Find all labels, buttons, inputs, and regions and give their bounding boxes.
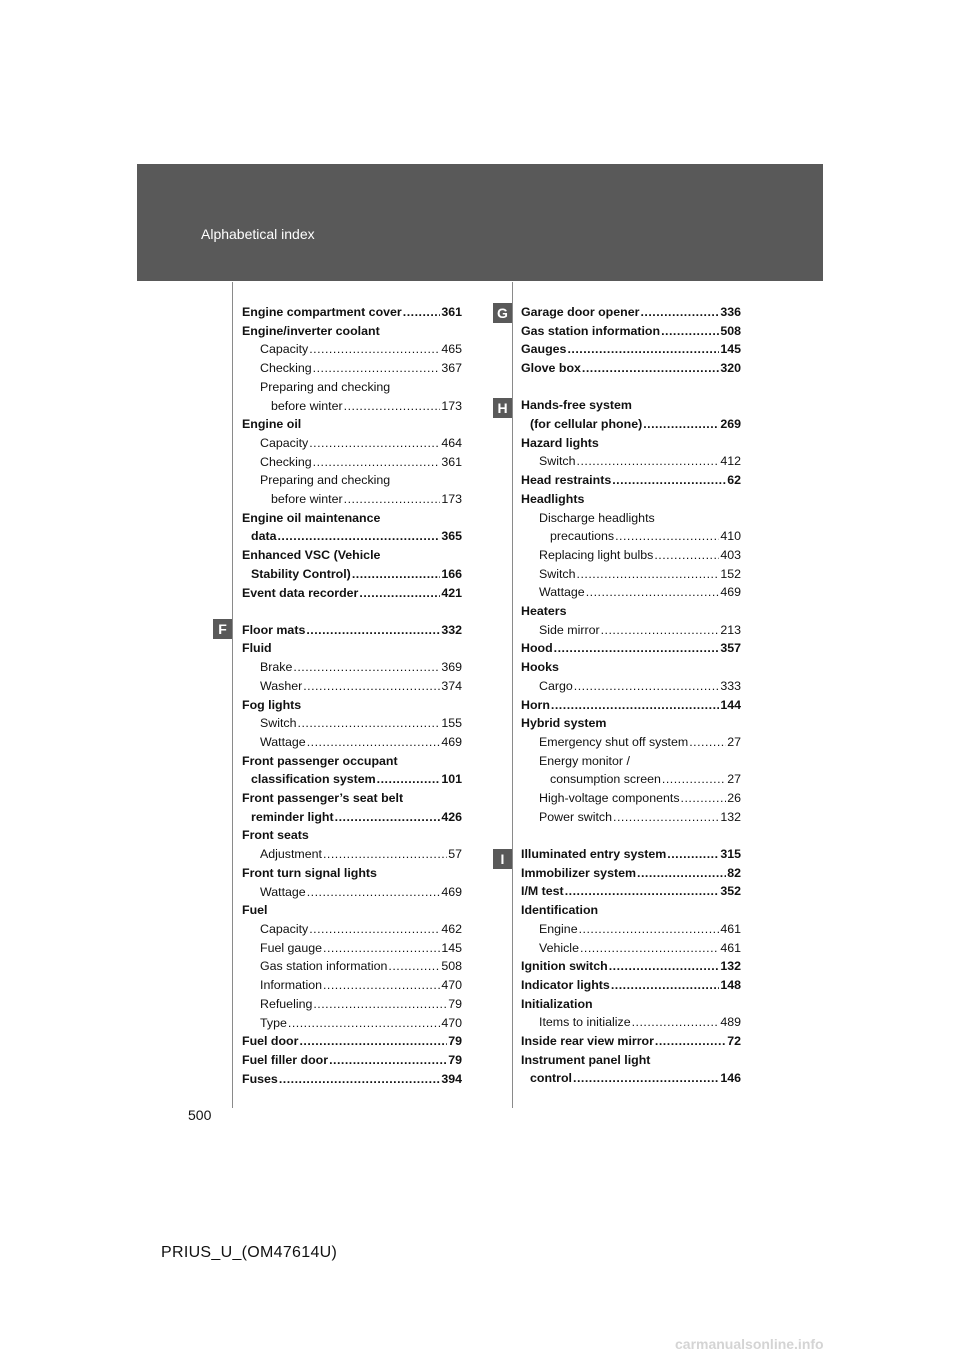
index-entry (521, 957, 741, 976)
dot-leader (574, 677, 720, 696)
index-entry-term: Items to initialize (539, 1015, 631, 1030)
index-entry-term: Wattage (260, 734, 306, 749)
index-entry (242, 770, 462, 789)
index-entry-term: Floor mats (242, 622, 306, 637)
index-entry-term: Hands-free system (521, 398, 632, 413)
index-entry-page: 173 (441, 492, 462, 507)
index-entry (521, 471, 741, 490)
page-number: 500 (188, 1107, 212, 1123)
index-entry-term: Washer (260, 678, 303, 693)
index-entry-page: 365 (441, 529, 462, 544)
index-entry (521, 882, 741, 901)
index-entry (242, 584, 462, 603)
index-entry-term: Identification (521, 903, 599, 918)
index-entry-term: Switch (539, 566, 576, 581)
dot-leader (293, 658, 440, 677)
index-entry (242, 845, 462, 864)
index-entry (242, 995, 462, 1014)
index-entry-term: Information (260, 978, 322, 993)
dot-leader (359, 584, 440, 603)
index-entry-page: 352 (720, 884, 741, 899)
dot-leader (615, 527, 719, 546)
index-entry (242, 527, 462, 546)
dot-leader (352, 565, 441, 584)
dot-leader (580, 939, 719, 958)
index-entry (521, 1013, 741, 1032)
index-entry-page: 82 (727, 865, 741, 880)
dot-leader (313, 995, 447, 1014)
index-entry-term: Preparing and checking (260, 473, 391, 488)
index-entry (242, 490, 462, 509)
dot-leader (573, 1069, 719, 1088)
dot-leader (323, 939, 440, 958)
index-entry-term: Garage door opener (521, 305, 640, 319)
index-entry (242, 546, 462, 565)
index-entry (242, 453, 462, 472)
index-entry-term: Fuel door (242, 1034, 299, 1049)
index-entry-page: 426 (441, 809, 462, 824)
dot-leader (279, 1070, 441, 1089)
index-entry (242, 957, 462, 976)
index-entry (242, 752, 462, 771)
index-entry-term: (for cellular phone) (530, 417, 643, 432)
dot-leader (681, 789, 727, 808)
index-entry-page: 336 (720, 305, 741, 319)
index-entry-page: 27 (727, 772, 741, 787)
index-entry-term: precautions (550, 529, 615, 544)
letter-tab-i: I (493, 849, 512, 869)
section-title: Alphabetical index (201, 226, 315, 242)
index-entry-page: 357 (720, 641, 741, 656)
index-entry-term: Immobilizer system (521, 865, 637, 880)
index-entry-page: 412 (720, 454, 741, 469)
index-entry (521, 434, 741, 453)
index-entry-page: 508 (720, 323, 741, 338)
column-divider-left (232, 282, 233, 1108)
index-entry-term: Type (260, 1015, 287, 1030)
index-entry-term: Fluid (242, 641, 272, 656)
index-column-right (521, 303, 741, 1088)
header-bar (137, 164, 823, 281)
dot-leader (288, 1014, 440, 1033)
index-entry (242, 359, 462, 378)
index-entry (521, 1069, 741, 1088)
index-entry-term: control (530, 1071, 572, 1086)
index-entry (242, 378, 462, 397)
index-entry-term: Enhanced VSC (Vehicle (242, 548, 381, 563)
dot-leader (661, 322, 719, 341)
index-entry (521, 901, 741, 920)
index-entry-page: 469 (720, 585, 741, 600)
index-entry-term: Front passenger’s seat belt (242, 791, 404, 806)
dot-leader (554, 639, 720, 658)
index-entry (242, 1070, 462, 1089)
index-entry (521, 864, 741, 883)
dot-leader (667, 845, 719, 864)
index-entry-term: Gas station information (260, 959, 388, 974)
index-entry-term: Refueling (260, 996, 313, 1011)
index-entry-page: 145 (441, 940, 462, 955)
index-entry-term: Capacity (260, 435, 309, 450)
index-entry-page: 57 (448, 847, 462, 862)
index-entry-term: Fuses (242, 1071, 278, 1086)
index-entry-term: Head restraints (521, 473, 612, 488)
index-entry (521, 359, 741, 378)
index-entry-term: Fog lights (242, 697, 302, 712)
dot-leader (643, 415, 719, 434)
index-entry (521, 509, 741, 528)
index-entry-page: 144 (720, 697, 741, 712)
dot-leader (567, 340, 719, 359)
dot-leader (309, 434, 440, 453)
index-entry-term: Horn (521, 697, 550, 712)
dot-leader (306, 621, 440, 640)
index-entry-term: Headlights (521, 491, 585, 506)
index-entry (242, 976, 462, 995)
dot-leader (299, 1032, 447, 1051)
index-entry (521, 565, 741, 584)
index-entry-term: Wattage (539, 585, 585, 600)
index-entry (521, 789, 741, 808)
section-gap (521, 378, 741, 397)
index-entry-term: Wattage (260, 884, 306, 899)
dot-leader (313, 453, 441, 472)
dot-leader (632, 1013, 720, 1032)
index-entry (521, 1032, 741, 1051)
index-entry-term: Brake (260, 660, 293, 675)
index-entry (242, 397, 462, 416)
index-entry (242, 621, 462, 640)
index-entry-term: Engine compartment cover (242, 305, 402, 319)
index-entry (242, 434, 462, 453)
index-entry-page: 421 (441, 585, 462, 600)
index-entry (242, 340, 462, 359)
index-entry-term: High-voltage components (539, 791, 680, 806)
index-entry-page: 470 (441, 978, 462, 993)
index-entry (242, 1014, 462, 1033)
index-entry (242, 696, 462, 715)
letter-tab-g: G (493, 303, 512, 323)
index-entry (242, 639, 462, 658)
index-entry (521, 845, 741, 864)
section-gap (521, 826, 741, 845)
index-entry-page: 166 (441, 566, 462, 581)
index-entry (521, 714, 741, 733)
index-entry-term: Side mirror (539, 622, 600, 637)
dot-leader (551, 696, 719, 715)
index-entry-page: 320 (720, 361, 741, 376)
dot-leader (577, 565, 720, 584)
index-entry (242, 714, 462, 733)
dot-leader (388, 957, 440, 976)
index-entry-term: Engine oil (242, 417, 302, 432)
index-entry-page: 369 (441, 660, 462, 675)
index-entry-term: Gauges (521, 342, 567, 357)
index-entry-term: Engine/inverter coolant (242, 323, 380, 338)
watermark: carmanualsonline.info (675, 1336, 824, 1352)
index-entry-term: classification system (251, 772, 376, 787)
index-entry-term: Energy monitor / (539, 753, 630, 768)
index-entry-term: Discharge headlights (539, 510, 655, 525)
index-entry (521, 920, 741, 939)
index-entry-term: Inside rear view mirror (521, 1034, 654, 1049)
index-entry-term: Initialization (521, 996, 593, 1011)
index-entry-term: Preparing and checking (260, 379, 391, 394)
index-entry-term: Glove box (521, 361, 581, 376)
index-entry-page: 333 (720, 678, 741, 693)
index-entry (242, 303, 462, 322)
index-entry (242, 471, 462, 490)
index-entry-page: 470 (441, 1015, 462, 1030)
index-entry (242, 677, 462, 696)
index-entry (521, 452, 741, 471)
index-entry-term: Cargo (539, 678, 573, 693)
dot-leader (329, 1051, 447, 1070)
index-entry-term: Indicator lights (521, 977, 610, 992)
index-entry (521, 490, 741, 509)
index-entry-page: 403 (720, 547, 741, 562)
index-entry (521, 658, 741, 677)
index-entry-page: 79 (448, 996, 462, 1011)
index-entry (521, 546, 741, 565)
dot-leader (309, 920, 440, 939)
index-entry (521, 527, 741, 546)
index-entry-page: 367 (441, 361, 462, 376)
index-entry-page: 146 (720, 1071, 741, 1086)
index-entry (242, 789, 462, 808)
dot-leader (662, 770, 726, 789)
dot-leader (309, 340, 440, 359)
dot-leader (582, 359, 719, 378)
dot-leader (611, 976, 720, 995)
dot-leader (303, 677, 440, 696)
index-entry-term: Capacity (260, 342, 309, 357)
dot-leader (307, 883, 441, 902)
index-entry (242, 864, 462, 883)
index-entry-term: Hooks (521, 660, 559, 675)
index-entry (242, 509, 462, 528)
index-entry (521, 733, 741, 752)
index-entry-term: Stability Control) (251, 566, 351, 581)
index-entry (521, 1051, 741, 1070)
dot-leader (601, 621, 720, 640)
dot-leader (609, 957, 720, 976)
index-entry-page: 79 (448, 1052, 462, 1067)
index-entry-term: Front seats (242, 828, 309, 843)
index-entry-page: 72 (727, 1034, 741, 1049)
index-entry (242, 658, 462, 677)
dot-leader (323, 845, 447, 864)
index-entry-term: reminder light (251, 809, 334, 824)
index-entry (521, 770, 741, 789)
index-entry (242, 920, 462, 939)
index-entry-term: Front passenger occupant (242, 753, 398, 768)
dot-leader (307, 733, 441, 752)
index-entry-page: 489 (720, 1015, 741, 1030)
index-entry-page: 26 (727, 791, 741, 806)
dot-leader (403, 303, 441, 322)
document-code: PRIUS_U_(OM47614U) (161, 1244, 338, 1261)
index-entry (521, 303, 741, 322)
index-entry-term: before winter (271, 492, 343, 507)
index-entry (521, 602, 741, 621)
index-entry-page: 332 (441, 622, 462, 637)
index-entry (242, 1051, 462, 1070)
dot-leader (277, 527, 440, 546)
index-entry-page: 374 (441, 678, 462, 693)
index-entry-term: Engine oil maintenance (242, 510, 381, 525)
index-entry-page: 315 (720, 846, 741, 861)
letter-tab-h: H (493, 398, 512, 418)
index-entry (521, 639, 741, 658)
letter-tab-f: F (213, 619, 232, 639)
index-entry (521, 583, 741, 602)
index-entry-term: Capacity (260, 922, 309, 936)
index-entry (242, 826, 462, 845)
index-entry-page: 469 (441, 884, 462, 899)
index-entry-page: 27 (727, 734, 741, 749)
dot-leader (640, 303, 719, 322)
index-entry-page: 461 (720, 940, 741, 955)
dot-leader (377, 770, 441, 789)
index-entry (242, 939, 462, 958)
dot-leader (313, 359, 441, 378)
index-entry (242, 415, 462, 434)
index-entry-page: 148 (720, 977, 741, 992)
index-entry-page: 462 (441, 922, 462, 936)
index-entry (521, 621, 741, 640)
dot-leader (579, 920, 720, 939)
index-entry (242, 883, 462, 902)
index-entry-term: Fuel filler door (242, 1052, 329, 1067)
index-entry-term: Switch (260, 716, 297, 731)
index-entry-page: 394 (441, 1071, 462, 1086)
index-entry-term: Hazard lights (521, 435, 599, 450)
index-entry (242, 565, 462, 584)
index-entry-term: Adjustment (260, 847, 322, 862)
index-entry (521, 340, 741, 359)
index-entry-page: 132 (720, 959, 741, 974)
index-entry-term: Gas station information (521, 323, 661, 338)
index-entry-term: consumption screen (550, 772, 661, 787)
index-entry-term: Fuel (242, 903, 268, 918)
index-entry-term: Vehicle (539, 940, 579, 955)
index-entry-term: Illuminated entry system (521, 846, 667, 861)
dot-leader (565, 882, 720, 901)
index-entry-term: Checking (260, 361, 312, 376)
index-entry-term: Engine (539, 921, 578, 936)
index-entry-term: Power switch (539, 809, 612, 824)
dot-leader (655, 1032, 726, 1051)
index-entry (521, 696, 741, 715)
index-entry-page: 152 (720, 566, 741, 581)
index-entry-term: Checking (260, 454, 312, 469)
dot-leader (689, 733, 726, 752)
index-entry-page: 173 (441, 398, 462, 413)
index-entry-page: 461 (720, 921, 741, 936)
index-entry-term: Hybrid system (521, 716, 607, 731)
index-entry-term: Front turn signal lights (242, 865, 377, 880)
index-entry-term: Ignition switch (521, 959, 608, 974)
index-entry-term: Switch (539, 454, 576, 469)
index-entry-page: 145 (720, 342, 741, 357)
dot-leader (613, 808, 719, 827)
index-entry-page: 132 (720, 809, 741, 824)
index-entry-page: 410 (720, 529, 741, 544)
dot-leader (344, 397, 441, 416)
index-entry (521, 415, 741, 434)
index-entry-term: before winter (271, 398, 343, 413)
index-entry (521, 995, 741, 1014)
index-entry-page: 464 (441, 435, 462, 450)
index-entry (521, 939, 741, 958)
index-entry-page: 465 (441, 342, 462, 357)
index-entry (521, 752, 741, 771)
index-entry-term: Fuel gauge (260, 940, 323, 955)
index-entry (242, 1032, 462, 1051)
dot-leader (612, 471, 726, 490)
index-column-left (242, 303, 462, 1088)
column-divider-right (512, 282, 513, 1108)
index-entry (521, 677, 741, 696)
index-entry-term: Heaters (521, 604, 567, 619)
dot-leader (323, 976, 440, 995)
index-entry-page: 469 (441, 734, 462, 749)
index-entry-term: Instrument panel light (521, 1052, 651, 1067)
index-entry (521, 976, 741, 995)
index-entry-page: 213 (720, 622, 741, 637)
section-gap (242, 602, 462, 621)
index-entry-page: 508 (441, 959, 462, 974)
dot-leader (654, 546, 719, 565)
index-entry-page: 101 (441, 772, 462, 787)
index-entry-term: Hood (521, 641, 553, 656)
index-entry-page: 79 (448, 1034, 462, 1049)
index-entry-term: Emergency shut off system (539, 734, 689, 749)
index-entry (521, 396, 741, 415)
index-entry (242, 322, 462, 341)
index-entry-page: 361 (441, 305, 462, 319)
index-entry-page: 155 (441, 716, 462, 731)
index-entry-page: 361 (441, 454, 462, 469)
dot-leader (586, 583, 720, 602)
dot-leader (577, 452, 720, 471)
index-entry (242, 733, 462, 752)
index-entry (242, 808, 462, 827)
index-entry-page: 62 (727, 473, 741, 488)
dot-leader (298, 714, 441, 733)
dot-leader (335, 808, 441, 827)
index-entry-term: Event data recorder (242, 585, 359, 600)
dot-leader (637, 864, 726, 883)
index-entry-term: data (251, 529, 277, 544)
index-entry-term: I/M test (521, 884, 564, 899)
index-entry-page: 269 (720, 417, 741, 432)
index-entry (521, 322, 741, 341)
index-entry (521, 808, 741, 827)
index-entry (242, 901, 462, 920)
dot-leader (344, 490, 441, 509)
index-entry-term: Replacing light bulbs (539, 547, 654, 562)
